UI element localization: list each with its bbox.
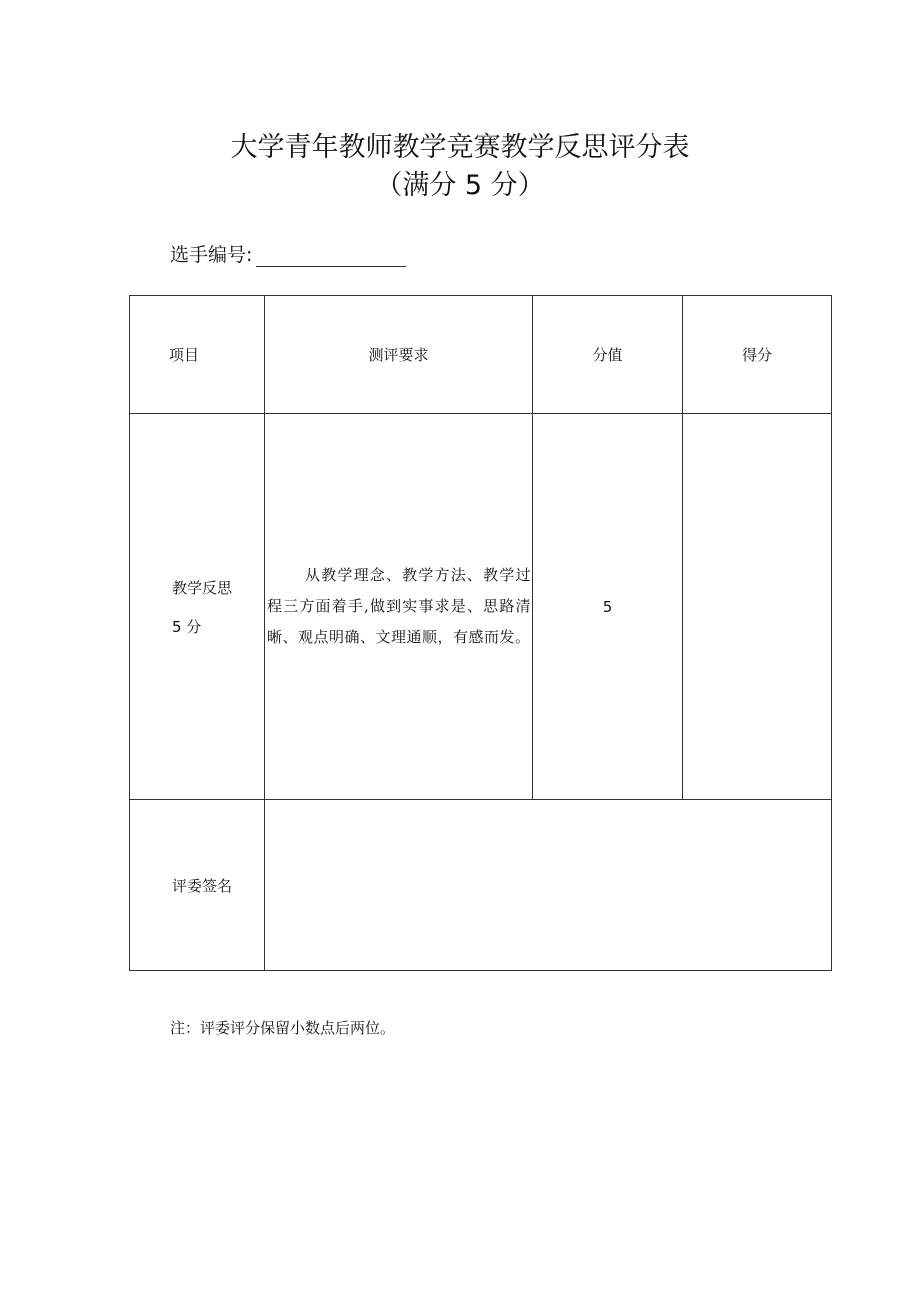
signature-label: 评委签名 [130, 800, 265, 971]
title-line-2: （满分 5 分） [375, 170, 545, 201]
item-name: 教学反思 [172, 578, 233, 597]
table-header-row [130, 296, 832, 414]
player-number-label: 选手编号: [170, 244, 253, 266]
page-title [0, 130, 920, 204]
player-number-blank[interactable] [256, 244, 406, 267]
header-value: 分值 [533, 296, 683, 414]
requirement-text: 从教学理念、教学方法、教学过程三方面着手,做到实事求是、思路清晰、观点明确、文理通顺，有感而发。 [267, 566, 531, 646]
table-row [130, 414, 832, 800]
player-number-field [170, 240, 406, 267]
header-item: 项目 [130, 296, 265, 414]
score-cell[interactable] [683, 414, 832, 800]
signature-field[interactable] [265, 800, 832, 971]
header-score: 得分 [683, 296, 832, 414]
item-cell [130, 414, 265, 800]
requirement-cell [265, 414, 533, 800]
header-requirement: 测评要求 [265, 296, 533, 414]
score-table [129, 295, 832, 971]
title-line-1: 大学青年教师教学竞赛教学反思评分表 [230, 132, 690, 163]
footnote: 注：评委评分保留小数点后两位。 [170, 1019, 396, 1037]
value-cell: 5 [533, 414, 683, 800]
item-points: 5 分 [172, 617, 202, 636]
signature-row [130, 800, 832, 971]
